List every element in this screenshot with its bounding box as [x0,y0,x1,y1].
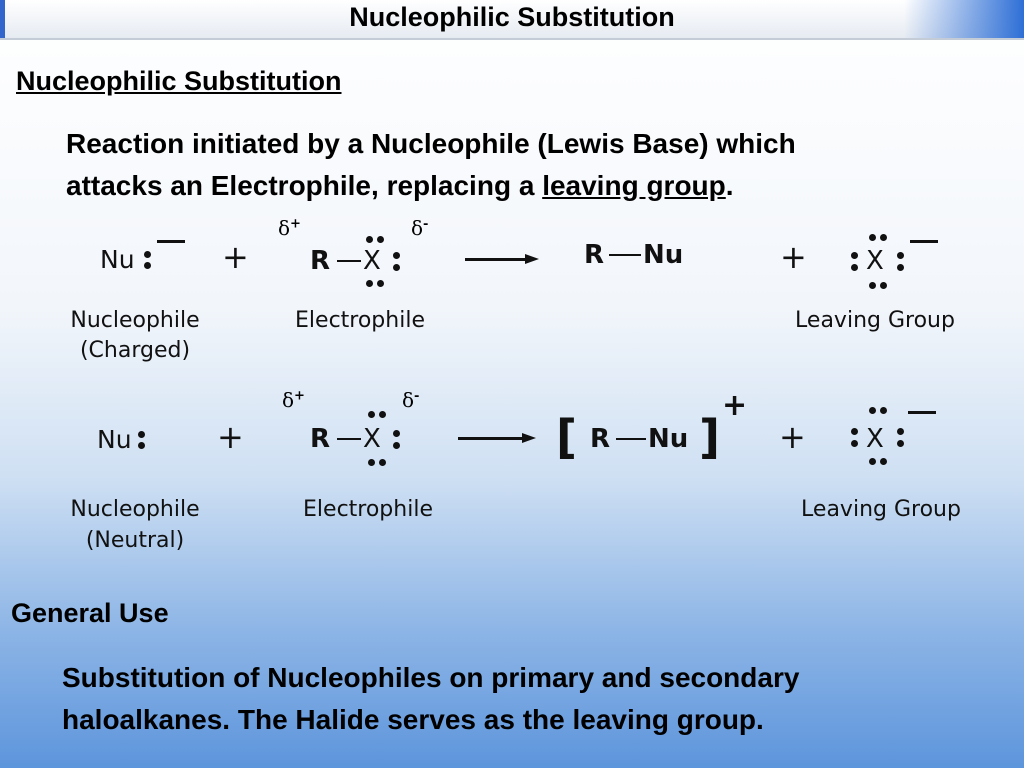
lone-pair-dot [138,431,145,438]
title-bar [0,0,1024,40]
general-use-line-2: haloalkanes. The Halide serves as the leaving group. [62,704,764,735]
label-nucleophile: Nucleophile [70,308,200,333]
product-bond [609,254,641,256]
section-heading-substitution: Nucleophilic Substitution [16,66,342,96]
leaving-group-term: leaving group [542,170,726,201]
label-leaving-group: Leaving Group [801,497,961,522]
lone-pair-dot [851,252,858,259]
lone-pair-dot [377,280,384,287]
lone-pair-dot [880,234,887,241]
lone-pair-dot [366,236,373,243]
leaving-x-atom: X [866,424,884,454]
lone-pair-dot [368,411,375,418]
label-electrophile: Electrophile [303,497,433,522]
lone-pair-dot [366,280,373,287]
section-heading-general-use: General Use [11,598,169,628]
lone-pair-dot [869,234,876,241]
lone-pair-dot [897,440,904,447]
reaction-arrow [458,437,524,440]
definition-line-2: attacks an Electrophile, replacing a leaving group. [66,170,734,201]
lone-pair-dot [897,264,904,271]
reaction-arrow-head [522,433,536,443]
definition-line-1: Reaction initiated by a Nucleophile (Lewis Base) which [66,128,796,159]
reaction-arrow-head [525,254,539,264]
plus-sign: + [222,238,249,276]
x-atom: X [363,246,381,276]
lone-pair-dot [393,442,400,449]
product-r: R [584,240,605,270]
plus-sign: + [217,418,244,456]
lone-pair-dot [869,407,876,414]
negative-charge-mark [910,240,938,243]
product-nu: Nu [643,240,684,270]
right-bracket: ] [699,410,721,464]
negative-charge-mark [157,240,185,243]
leaving-x-atom: X [866,246,884,276]
delta-minus-label: δ- [411,216,429,240]
left-bracket: [ [556,410,578,464]
x-atom: X [363,424,381,454]
lone-pair-dot [880,282,887,289]
product-nu: Nu [648,424,689,454]
lone-pair-dot [851,428,858,435]
lone-pair-dot [368,459,375,466]
lone-pair-dot [138,442,145,449]
label-neutral: (Neutral) [85,528,185,553]
lone-pair-dot [379,459,386,466]
negative-charge-mark [908,411,936,414]
bond-line [337,438,361,440]
lone-pair-dot [897,252,904,259]
lone-pair-dot [880,407,887,414]
lone-pair-dot [393,252,400,259]
r-group: R [310,424,331,454]
reaction-arrow [465,258,527,261]
lone-pair-dot [393,430,400,437]
nu-symbol: Nu [97,425,132,454]
lone-pair-dot [897,428,904,435]
label-nucleophile: Nucleophile [70,497,200,522]
lone-pair-dot [379,411,386,418]
delta-minus-label: δ- [402,388,420,412]
product-r: R [590,424,611,454]
plus-sign: + [779,418,806,456]
label-electrophile: Electrophile [295,308,425,333]
lone-pair-dot [869,282,876,289]
lone-pair-dot [377,236,384,243]
nu-symbol: Nu [100,245,135,274]
bond-line [337,260,361,262]
lone-pair-dot [851,264,858,271]
label-charged: (Charged) [79,338,191,363]
lone-pair-dot [869,458,876,465]
label-leaving-group: Leaving Group [795,308,955,333]
delta-plus-label: δ+ [278,216,301,240]
lone-pair-dot [144,251,151,258]
lone-pair-dot [851,440,858,447]
delta-plus-label: δ+ [282,388,305,412]
r-group: R [310,246,331,276]
product-bond [616,438,646,440]
slide-title: Nucleophilic Substitution [349,2,675,32]
plus-sign: + [780,238,807,276]
lone-pair-dot [880,458,887,465]
lone-pair-dot [393,264,400,271]
lone-pair-dot [144,262,151,269]
positive-charge: + [722,388,748,423]
general-use-line-1: Substitution of Nucleophiles on primary and secondary [62,662,800,693]
